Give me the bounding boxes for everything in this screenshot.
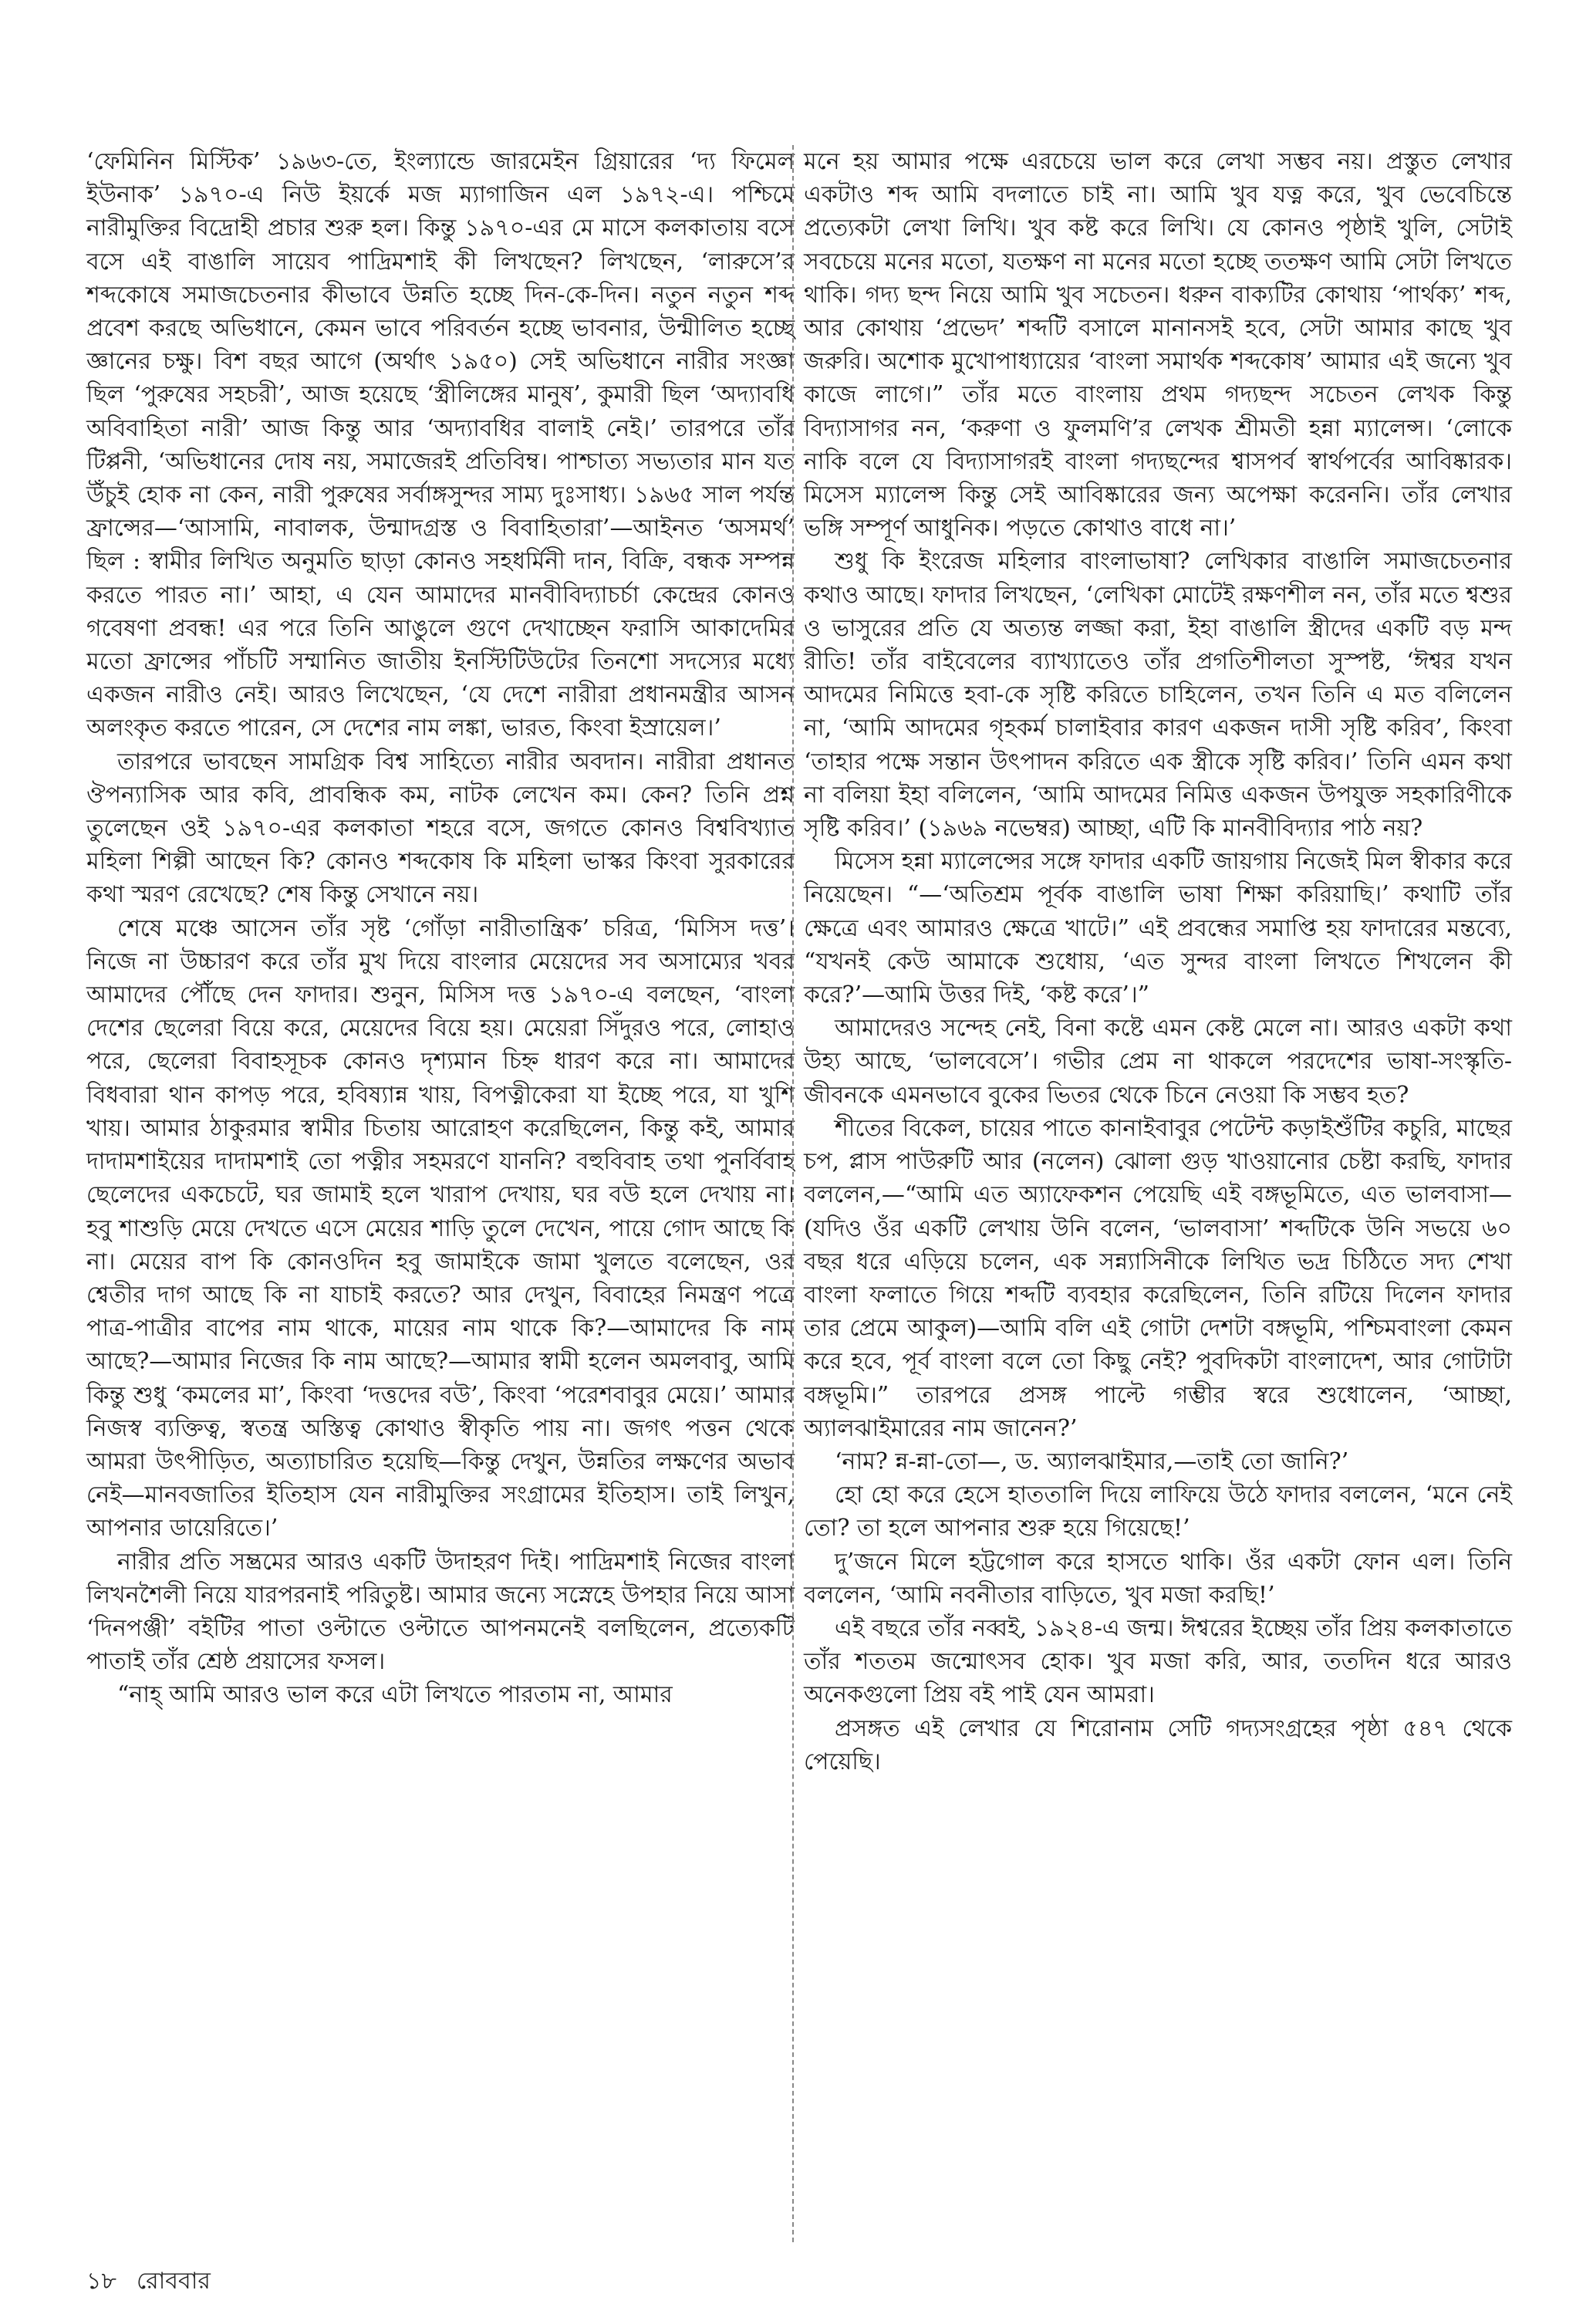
paragraph: মিসেস হন্না ম্যালেন্সের সঙ্গে ফাদার একটি জায়গায় নিজেই মিল স্বীকার করে নিয়েছেন। “—‘অতিশ্রম পূর্বক বাঙালি ভাষা শিক্ষা করিয়াছি।’ কথাটি তাঁর ক্ষেত্রে এবং আমারও ক্ষেত্রে খাটে।” এই প্রবন্ধের সমাপ্তি হয় ফাদারের মন্তব্যে, “যখনই কেউ আমাকে শুধোয়, ‘এত সুন্দর বাংলা লিখতে শিখলেন কী করে?’—আমি উত্তর দিই, ‘কষ্ট করে’।” (804, 848, 1512, 1009)
paragraph: ‘নাম? ন্ন-ন্না-তো—, ড. অ্যালঝাইমার,—তাই তো জানি?’ (835, 1447, 1349, 1475)
paragraph: আমাদেরও সন্দেহ নেই, বিনা কষ্টে এমন কেষ্ট মেলে না। আরও একটা কথা উহ্য আছে, ‘ভালবেসে’। গভীর প্রেম না থাকলে পরদেশের ভাষা-সংস্কৃতি-জীবনকে এমনভাবে বুকের ভিতর থেকে চিনে নেওয়া কি সম্ভব হত? (804, 1015, 1512, 1109)
paragraph: নারীর প্রতি সম্ভ্রমের আরও একটি উদাহরণ দিই। পাদ্রিমশাই নিজের বাংলা লিখনশৈলী নিয়ে যারপরনাই পরিতুষ্ট। আমার জন্যে সস্নেহে উপহার নিয়ে আসা ‘দিনপঞ্জী’ বইটির পাতা ওল্টাতে ওল্টাতে আপনমনেই বলছিলেন, প্রত্যেকটি পাতাই তাঁর শ্রেষ্ঠ প্রয়াসের ফসল। (86, 1548, 795, 1676)
paragraph: ‘ফেমিনিন মিস্টিক’ ১৯৬৩-তে, ইংল্যান্ডে জারমেইন গ্রিয়ারের ‘দ্য ফিমেল ইউনাক’ ১৯৭০-এ নিউ ইয়র্কে মজ ম্যাগাজিন এল ১৯৭২-এ। পশ্চিমে নারীমুক্তির বিদ্রোহী প্রচার শুরু হল। কিন্তু ১৯৭০-এর মে মাসে কলকাতায় বসে বসে এই বাঙালি সায়েব পাদ্রিমশাই কী লিখছেন? লিখছেন, ‘লারুসে’র শব্দকোষে সমাজচেতনার কীভাবে উন্নতি হচ্ছে দিন-কে-দিন। নতুন নতুন শব্দ প্রবেশ করছে অভিধানে, কেমন ভাবে পরিবর্তন হচ্ছে ভাবনার, উন্মীলিত হচ্ছে জ্ঞানের চক্ষু। বিশ বছর আগে (অর্থাৎ ১৯৫০) সেই অভিধানে নারীর সংজ্ঞা ছিল ‘পুরুষের সহচরী’, আজ হয়েছে ‘স্ত্রীলিঙ্গের মানুষ’, কুমারী ছিল ‘অদ্যাবধি অবিবাহিতা নারী’ আজ কিন্তু আর ‘অদ্যাবধির বালাই নেই।’ তারপরে তাঁর টিপ্পনী, ‘অভিধানের দোষ নয়, সমাজেরই প্রতিবিম্ব। পাশ্চাত্য সভ্যতার মান যত উঁচুই হোক না কেন, নারী পুরুষের সর্বাঙ্গসুন্দর সাম্য দুঃসাধ্য। ১৯৬৫ সাল পর্যন্ত ফ্রান্সের—‘আসামি, নাবালক, উন্মাদগ্রস্ত ও বিবাহিতারা’—আইনত ‘অসমর্থ’ ছিল : স্বামীর লিখিত অনুমতি ছাড়া কোনও সহধর্মিনী দান, বিক্রি, বন্ধক সম্পন্ন করতে পারত না।’ আহা, এ যেন আমাদের মানবীবিদ্যাচর্চা কেন্দ্রের কোনও গবেষণা প্রবন্ধ! এর পরে তিনি আঙুলে গুণে দেখাচ্ছেন ফরাসি আকাদেমির মতো ফ্রান্সের পাঁচটি সম্মানিত জাতীয় ইনস্টিটিউটের তিনশো সদস্যের মধ্যে একজন নারীও নেই। আরও লিখেছেন, ‘যে দেশে নারীরা প্রধানমন্ত্রীর আসন অলংকৃত করতে পারেন, সে দেশের নাম লঙ্কা, ভারত, কিংবা ইস্রায়েল।’ (86, 148, 795, 742)
left-column (86, 145, 795, 1712)
right-column (804, 145, 1512, 1778)
paragraph: “নাহ্ আমি আরও ভাল করে এটা লিখতে পারতাম না, আমার (117, 1681, 673, 1709)
magazine-name: রোববার (136, 2268, 211, 2295)
paragraph: মনে হয় আমার পক্ষে এরচেয়ে ভাল করে লেখা সম্ভব নয়। প্রস্তুত লেখার একটাও শব্দ আমি বদলাতে চাই না। আমি খুব যত্ন করে, খুব ভেবেচিন্তে প্রত্যেকটা লেখা লিখি। খুব কষ্ট করে লিখি। যে কোনও পৃষ্ঠাই খুলি, সেটাই সবচেয়ে মনের মতো, যতক্ষণ না মনের মতো হচ্ছে ততক্ষণ আমি সেটা লিখতে থাকি। গদ্য ছন্দ নিয়ে আমি খুব সচেতন। ধরুন বাক্যটির কোথায় ‘পার্থক্য’ শব্দ, আর কোথায় ‘প্রভেদ’ শব্দটি বসালে মানানসই হবে, সেটা আমার কাছে খুব জরুরি। অশোক মুখোপাধ্যায়ের ‘বাংলা সমার্থক শব্দকোষ’ আমার এই জন্যে খুব কাজে লাগে।” তাঁর মতে বাংলায় প্রথম গদ্যছন্দ সচেতন লেখক কিন্তু বিদ্যাসাগর নন, ‘করুণা ও ফুলমণি’র লেখক শ্রীমতী হন্না ম্যালেন্স। ‘লোকে নাকি বলে যে বিদ্যাসাগরই বাংলা গদ্যছন্দের শ্বাসপর্ব স্বার্থপর্বের আবিষ্কারক। মিসেস ম্যালেন্স কিন্তু সেই আবিষ্কারের জন্য অপেক্ষা করেননি। তাঁর লেখার ভঙ্গি সম্পূর্ণ আধুনিক। পড়তে কোথাও বাধে না।’ (804, 148, 1512, 542)
page-number: ১৮ (86, 2268, 116, 2295)
paragraph: তারপরে ভাবছেন সামগ্রিক বিশ্ব সাহিত্যে নারীর অবদান। নারীরা প্রধানত ঔপন্যাসিক আর কবি, প্রাবন্ধিক কম, নাটক লেখেন কম। কেন? তিনি প্রশ্ন তুলেছেন ওই ১৯৭০-এর কলকাতা শহরে বসে, জগতে কোনও বিশ্ববিখ্যাত মহিলা শিল্পী আছেন কি? কোনও শব্দকোষ কি মহিলা ভাস্কর কিংবা সুরকারের কথা স্মরণ রেখেছে? শেষ কিন্তু সেখানে নয়। (86, 748, 795, 909)
paragraph: শুধু কি ইংরেজ মহিলার বাংলাভাষা? লেখিকার বাঙালি সমাজচেতনার কথাও আছে। ফাদার লিখছেন, ‘লেখিকা মোটেই রক্ষণশীল নন, তাঁর মতে শ্বশুর ও ভাসুরের প্রতি যে অত্যন্ত লজ্জা করা, ইহা বাঙালি স্ত্রীদের একটি বড় মন্দ রীতি! তাঁর বাইবেলের ব্যাখ্যাতেও তাঁর প্রগতিশীলতা সুস্পষ্ট, ‘ঈশ্বর যখন আদমের নিমিত্তে হবা-কে সৃষ্টি করিতে চাহিলেন, তখন তিনি এ মত বলিলেন না, ‘আমি আদমের গৃহকর্ম চালাইবার কারণ একজন দাসী সৃষ্টি করিব’, কিংবা ‘তাহার পক্ষে সন্তান উৎপাদন করিতে এক স্ত্রীকে সৃষ্টি করিব।’ তিনি এমন কথা না বলিয়া ইহা বলিলেন, ‘আমি আদমের নিমিত্ত একজন উপযুক্ত সহকারিণীকে সৃষ্টি করিব।’ (১৯৬৯ নভেম্বর) আচ্ছা, এটি কি মানবীবিদ্যার পাঠ নয়? (804, 548, 1512, 843)
column-divider (792, 145, 794, 2242)
paragraph: প্রসঙ্গত এই লেখার যে শিরোনাম সেটি গদ্যসংগ্রহের পৃষ্ঠা ৫৪৭ থেকে পেয়েছি। (804, 1714, 1512, 1775)
paragraph: হো হো করে হেসে হাততালি দিয়ে লাফিয়ে উঠে ফাদার বললেন, ‘মনে নেই তো? তা হলে আপনার শুরু হয়ে গিয়েছে!’ (804, 1481, 1512, 1542)
paragraph: দু’জনে মিলে হট্টগোল করে হাসতে থাকি। ওঁর একটা ফোন এল। তিনি বললেন, ‘আমি নবনীতার বাড়িতে, খুব মজা করছি!’ (804, 1548, 1512, 1609)
paragraph: শীতের বিকেল, চায়ের পাতে কানাইবাবুর পেটেন্ট কড়াইশুঁটির কচুরি, মাছের চপ, প্লাস পাউরুটি আর (নলেন) ঝোলা গুড় খাওয়ানোর চেষ্টা করছি, ফাদার বললেন,—“আমি এত অ্যাফেকশন পেয়েছি এই বঙ্গভূমিতে, এত ভালবাসা—(যদিও ওঁর একটি লেখায় উনি বলেন, ‘ভালবাসা’ শব্দটিকে উনি সভয়ে ৬০ বছর ধরে এড়িয়ে চলেন, এক সন্ন্যাসিনীকে লিখিত ভদ্র চিঠিতে সদ্য শেখা বাংলা ফলাতে গিয়ে শব্দটি ব্যবহার করেছিলেন, তিনি রটিয়ে দিলেন ফাদার তার প্রেমে আকুল)—আমি বলি এই গোটা দেশটা বঙ্গভূমি, পশ্চিমবাংলা কেমন করে হবে, পূর্ব বাংলা বলে তো কিছু নেই? পুবদিকটা বাংলাদেশ, আর গোটাটা বঙ্গভূমি।” তারপরে প্রসঙ্গ পাল্টে গম্ভীর স্বরে শুধোলেন, ‘আচ্ছা, অ্যালঝাইমারের নাম জানেন?’ (804, 1114, 1512, 1442)
page-footer (86, 2262, 211, 2302)
paragraph: শেষে মঞ্চে আসেন তাঁর সৃষ্ট ‘গোঁড়া নারীতান্ত্রিক’ চরিত্র, ‘মিসিস দত্ত’। নিজে না উচ্চারণ করে তাঁর মুখ দিয়ে বাংলার মেয়েদের সব অসাম্যের খবর আমাদের পৌঁছে দেন ফাদার। শুনুন, মিসিস দত্ত ১৯৭০-এ বলছেন, ‘বাংলা দেশের ছেলেরা বিয়ে করে, মেয়েদের বিয়ে হয়। মেয়েরা সিঁদুরও পরে, লোহাও পরে, ছেলেরা বিবাহসূচক কোনও দৃশ্যমান চিহ্ন ধারণ করে না। আমাদের বিধবারা থান কাপড় পরে, হবিষ্যান্ন খায়, বিপত্নীকেরা যা ইচ্ছে পরে, যা খুশি খায়। আমার ঠাকুরমার স্বামীর চিতায় আরোহণ করেছিলেন, কিন্তু কই, আমার দাদামশাইয়ের দাদামশাই তো পত্নীর সহমরণে যাননি? বহুবিবাহ তথা পুনর্বিবাহ ছেলেদের একচেটে, ঘর জামাই হলে খারাপ দেখায়, ঘর বউ হলে দেখায় না। হবু শাশুড়ি মেয়ে দেখতে এসে মেয়ের শাড়ি তুলে দেখেন, পায়ে গোদ আছে কি না। মেয়ের বাপ কি কোনওদিন হবু জামাইকে জামা খুলতে বলেছেন, ওর শ্বেতীর দাগ আছে কি না যাচাই করতে? আর দেখুন, বিবাহের নিমন্ত্রণ পত্রে পাত্র-পাত্রীর বাপের নাম থাকে, মায়ের নাম থাকে কি?—আমাদের কি নাম আছে?—আমার নিজের কি নাম আছে?—আমার স্বামী হলেন অমলবাবু, আমি কিন্তু শুধু ‘কমলের মা’, কিংবা ‘দত্তদের বউ’, কিংবা ‘পরেশবাবুর মেয়ে।’ আমার নিজস্ব ব্যক্তিত্ব, স্বতন্ত্র অস্তিত্ব কোথাও স্বীকৃতি পায় না। জগৎ পত্তন থেকে আমরা উৎপীড়িত, অত্যাচারিত হয়েছি—কিন্তু দেখুন, উন্নতির লক্ষণের অভাব নেই—মানবজাতির ইতিহাস যেন নারীমুক্তির সংগ্রামের ইতিহাস। তাই লিখুন, আপনার ডায়েরিতে।’ (86, 914, 795, 1542)
paragraph: এই বছরে তাঁর নব্বই, ১৯২৪-এ জন্ম। ঈশ্বরের ইচ্ছেয় তাঁর প্রিয় কলকাতাতে তাঁর শততম জন্মোৎসব হোক। খুব মজা করি, আর, ততদিন ধরে আরও অনেকগুলো প্রিয় বই পাই যেন আমরা। (804, 1614, 1512, 1709)
